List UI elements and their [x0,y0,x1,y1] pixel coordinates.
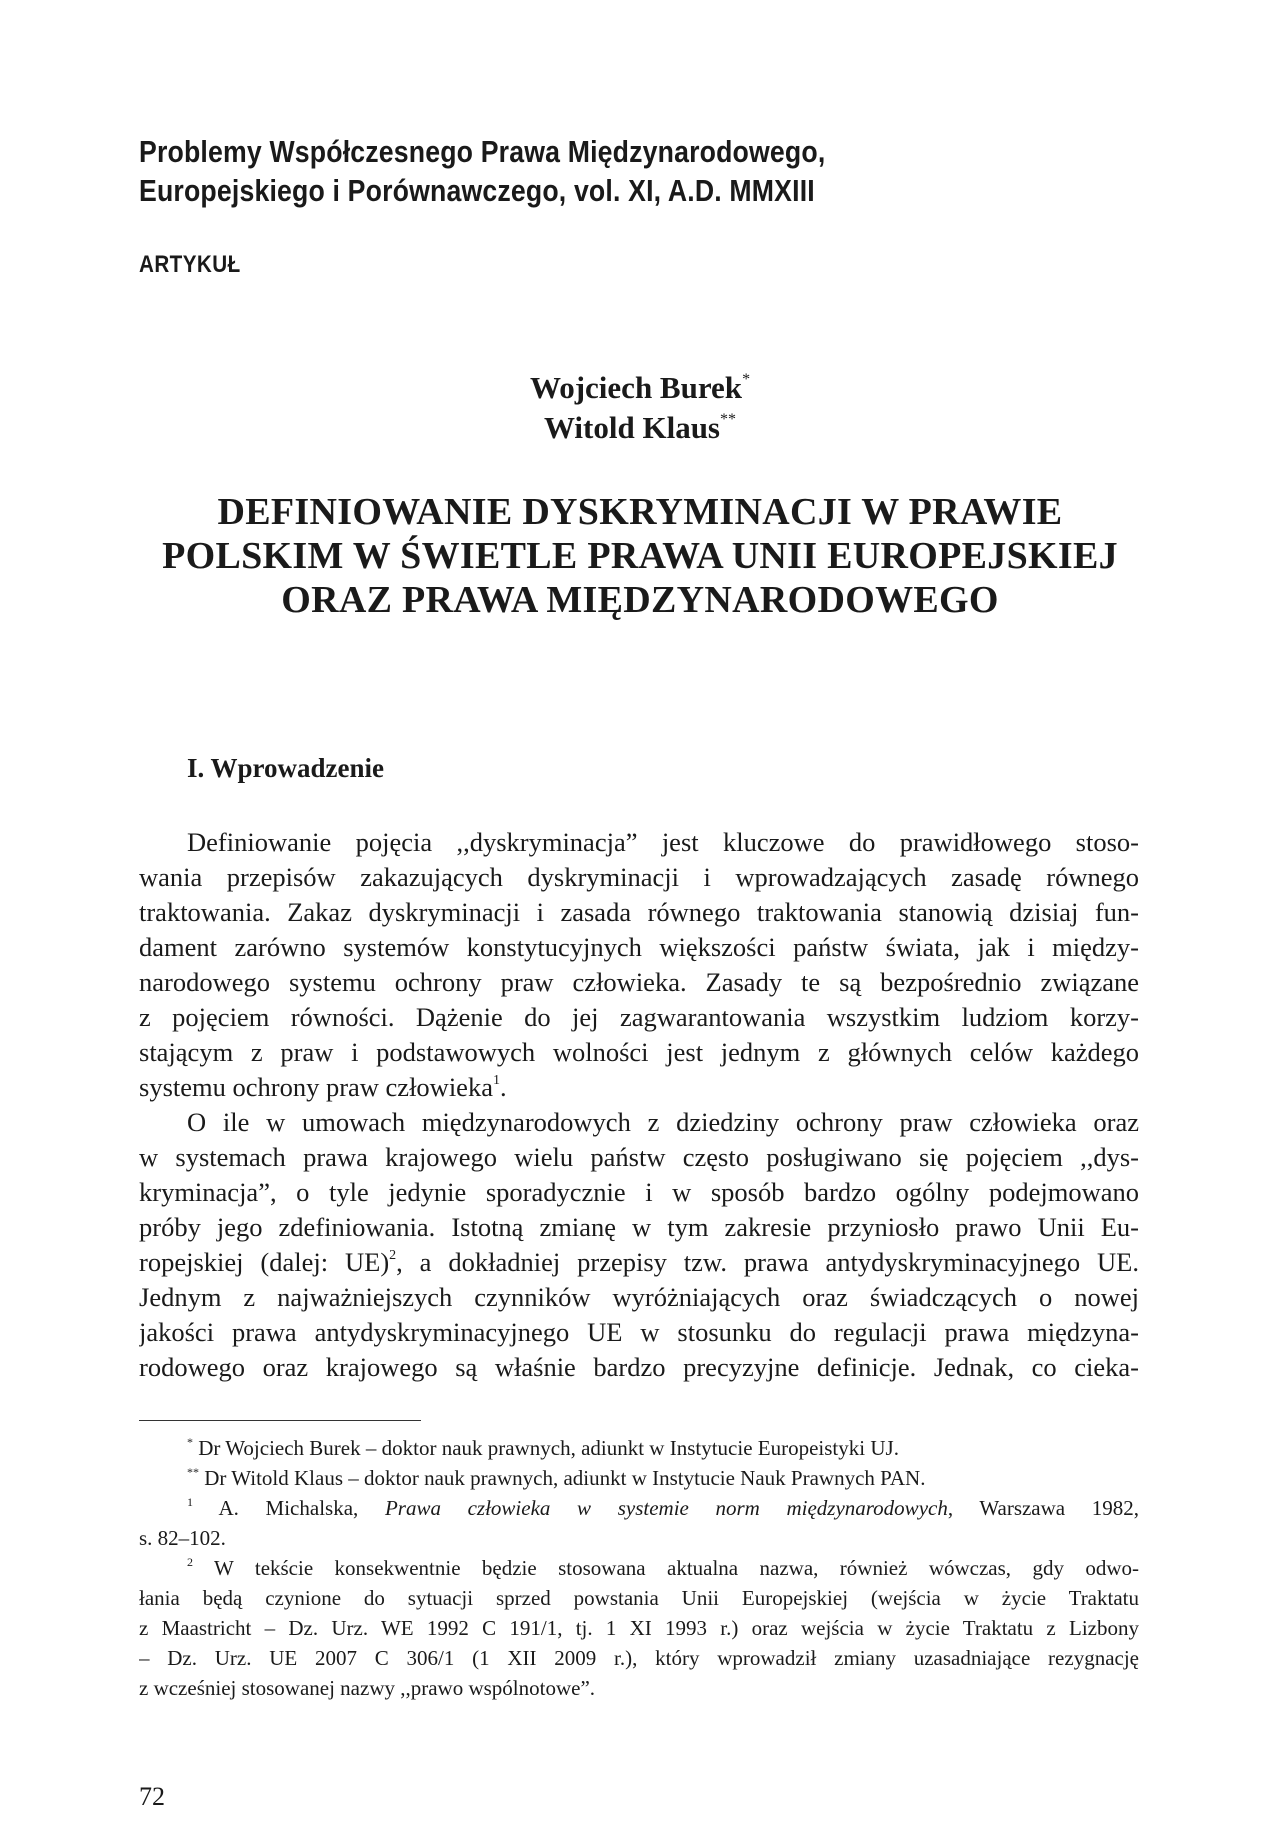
body-line: z pojęciem równości. Dążenie do jej zagwarantowania wszystkim ludziom korzy- [139,1002,1139,1032]
title-line: POLSKIM W ŚWIETLE PRAWA UNII EUROPEJSKIEJ [162,535,1118,577]
body-line: próby jego zdefiniowania. Istotną zmianę w tym zakresie przyniosło prawo Unii Eu- [139,1212,1139,1242]
footnote-text: W tekście konsekwentnie będzie stosowana aktualna nazwa, również wówczas, gdy odwo- [193,1556,1139,1580]
footnote-mark: ** [187,1465,199,1479]
footnote-text: A. Michalska, [193,1496,385,1520]
footnote-1-continuation: s. 82–102. [139,1526,226,1550]
footnote-2-line: – Dz. Urz. UE 2007 C 306/1 (1 XII 2009 r.), który wprowadził zmiany uzasadniające rezygnację [139,1646,1139,1670]
footnote-ref-1: 1 [492,1073,500,1088]
body-text [139,825,1139,1385]
author-2-footnote-mark: ** [720,411,736,428]
body-text-segment: ropejskiej (dalej: UE) [139,1247,390,1277]
body-text-segment: , a dokładniej przepisy tzw. prawa antydyskryminacyjnego UE. [396,1247,1139,1277]
author-2-name: Witold Klaus [543,410,720,445]
body-line: wania przepisów zakazujących dyskryminacji i wprowadzających zasadę równego [139,862,1139,892]
footnote-ref-2: 2 [389,1248,397,1263]
footnote-2-line: z Maastricht – Dz. Urz. WE 1992 C 191/1, tj. 1 XI 1993 r.) oraz wejścia w życie Traktatu z Lizbony [139,1616,1139,1640]
body-line: stającym z praw i podstawowych wolności jest jednym z głównych celów każdego [139,1037,1139,1067]
body-text-segment: . [499,1072,507,1102]
journal-header [139,132,999,210]
footnote-2 [139,1553,1139,1583]
body-line: O ile w umowach międzynarodowych z dziedziny ochrony praw człowieka oraz [187,1107,1139,1137]
title-line: ORAZ PRAWA MIĘDZYNARODOWEGO [281,579,999,621]
journal-title-line-1: Problemy Współczesnego Prawa Międzynarodowego, [139,134,826,169]
author-1-footnote-mark: * [742,371,751,388]
article-title [120,490,1160,622]
authors-block [0,368,1280,448]
body-line: jakości prawa antydyskryminacyjnego UE w stosunku do regulacji prawa międzyna- [139,1317,1139,1347]
cited-work-title: Prawa człowieka w systemie norm międzynarodowych [384,1496,948,1520]
body-line: narodowego systemu ochrony praw człowieka. Zasady te są bezpośrednio związane [139,967,1139,997]
body-line: Definiowanie pojęcia ,,dyskryminacja” jest kluczowe do prawidłowego stoso- [187,827,1139,857]
body-text-segment: systemu ochrony praw człowieka [139,1072,493,1102]
author-1-name: Wojciech Burek [529,370,743,405]
body-line: rodowego oraz krajowego są właśnie bardzo precyzyjne definicje. Jednak, co cieka- [139,1352,1139,1382]
footnote-text: Dr Wojciech Burek – doktor nauk prawnych, adiunkt w Instytucie Europeistyki UJ. [193,1436,899,1460]
footnote-2-line: łania będą czynione do sytuacji sprzed powstania Unii Europejskiej (wejścia w życie Traktatu [139,1586,1139,1610]
footnote-mark: * [187,1435,193,1449]
body-line: Jednym z najważniejszych czynników wyróżniających oraz świadczących o nowej [139,1282,1139,1312]
author-2 [0,408,1280,448]
footnote-mark: 1 [187,1495,193,1509]
footnote-author-1 [139,1433,1139,1463]
section-heading: I. Wprowadzenie [187,753,385,783]
footnote-mark: 2 [187,1555,193,1569]
footnotes [139,1433,1139,1703]
footnote-separator [139,1420,421,1421]
body-line: kryminacja”, o tyle jedynie sporadycznie i w sposób bardzo ogólny podejmowano [139,1177,1139,1207]
body-line: dament zarówno systemów konstytucyjnych większości państw świata, jak i między- [139,932,1139,962]
title-line: DEFINIOWANIE DYSKRYMINACJI W PRAWIE [217,491,1063,533]
footnote-text: Dr Witold Klaus – doktor nauk prawnych, adiunkt w Instytucie Nauk Prawnych PAN. [199,1466,926,1490]
footnote-2-line: z wcześniej stosowanej nazwy ,,prawo wspólnotowe”. [139,1676,596,1700]
footnote-author-2 [139,1463,1139,1493]
footnote-text: , Warszawa 1982, [947,1496,1139,1520]
body-line [139,1245,1139,1280]
body-line [139,1070,1139,1105]
section-type-label: ARTYKUŁ [139,251,241,278]
body-line: w systemach prawa krajowego wielu państw często posługiwano się pojęciem ,,dys- [139,1142,1139,1172]
body-line: traktowania. Zakaz dyskryminacji i zasada równego traktowania stanowią dzisiaj fun- [139,897,1139,927]
footnote-1 [139,1493,1139,1523]
journal-title-line-2: Europejskiego i Porównawczego, vol. XI, A.D. MMXIII [139,173,815,208]
author-1 [0,368,1280,408]
page-number: 72 [139,1782,165,1811]
